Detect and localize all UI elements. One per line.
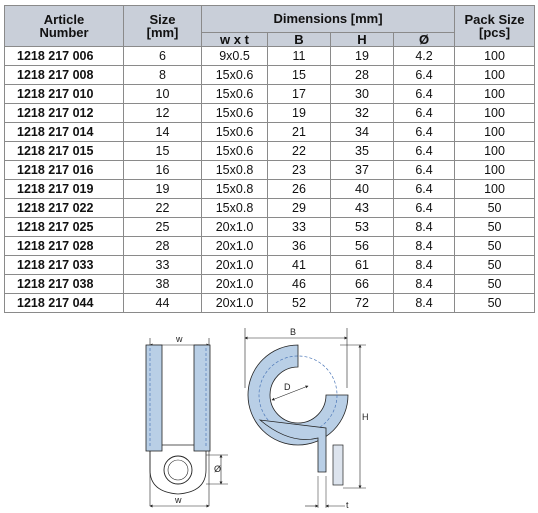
cell-pack-size: 100 bbox=[455, 66, 535, 85]
cell-article-number: 1218 217 016 bbox=[5, 161, 124, 180]
cell-b: 36 bbox=[268, 237, 331, 256]
cell-wxt: 15x0.6 bbox=[202, 85, 268, 104]
cell-size: 33 bbox=[124, 256, 202, 275]
cell-article-number: 1218 217 010 bbox=[5, 85, 124, 104]
cell-b: 33 bbox=[268, 218, 331, 237]
cell-size: 28 bbox=[124, 237, 202, 256]
table-row bbox=[5, 66, 535, 85]
cell-size: 12 bbox=[124, 104, 202, 123]
cell-b: 23 bbox=[268, 161, 331, 180]
cell-h: 61 bbox=[331, 256, 394, 275]
cell-wxt: 20x1.0 bbox=[202, 256, 268, 275]
cell-b: 15 bbox=[268, 66, 331, 85]
cell-diameter: 8.4 bbox=[394, 294, 455, 313]
cell-h: 66 bbox=[331, 275, 394, 294]
cell-diameter: 6.4 bbox=[394, 199, 455, 218]
cell-size: 8 bbox=[124, 66, 202, 85]
dim-label-w-bottom: w bbox=[175, 495, 182, 505]
cell-size: 19 bbox=[124, 180, 202, 199]
cell-pack-size: 50 bbox=[455, 218, 535, 237]
table-row bbox=[5, 218, 535, 237]
clip-front-view bbox=[146, 334, 228, 506]
cell-b: 19 bbox=[268, 104, 331, 123]
cell-b: 11 bbox=[268, 47, 331, 66]
cell-pack-size: 100 bbox=[455, 104, 535, 123]
cell-size: 38 bbox=[124, 275, 202, 294]
cell-article-number: 1218 217 025 bbox=[5, 218, 124, 237]
dim-label-diameter: Ø bbox=[214, 464, 222, 474]
cell-pack-size: 50 bbox=[455, 256, 535, 275]
table-row bbox=[5, 104, 535, 123]
table-row bbox=[5, 275, 535, 294]
cell-b: 17 bbox=[268, 85, 331, 104]
clip-band-right bbox=[194, 345, 210, 451]
cell-h: 72 bbox=[331, 294, 394, 313]
cell-article-number: 1218 217 033 bbox=[5, 256, 124, 275]
cell-wxt: 15x0.8 bbox=[202, 180, 268, 199]
cell-size: 14 bbox=[124, 123, 202, 142]
table-row bbox=[5, 142, 535, 161]
cell-pack-size: 50 bbox=[455, 199, 535, 218]
cell-pack-size: 50 bbox=[455, 237, 535, 256]
header-dimensions: Dimensions [mm] bbox=[202, 6, 455, 33]
header-size: Size [mm] bbox=[124, 6, 202, 47]
cell-diameter: 6.4 bbox=[394, 66, 455, 85]
cell-pack-size: 100 bbox=[455, 161, 535, 180]
cell-b: 46 bbox=[268, 275, 331, 294]
cell-article-number: 1218 217 038 bbox=[5, 275, 124, 294]
table-row bbox=[5, 199, 535, 218]
cell-size: 10 bbox=[124, 85, 202, 104]
cell-wxt: 20x1.0 bbox=[202, 237, 268, 256]
cell-size: 16 bbox=[124, 161, 202, 180]
cell-diameter: 6.4 bbox=[394, 180, 455, 199]
table-row bbox=[5, 237, 535, 256]
header-wxt: w x t bbox=[202, 33, 268, 47]
cell-wxt: 15x0.6 bbox=[202, 104, 268, 123]
cell-h: 19 bbox=[331, 47, 394, 66]
clip-band-left bbox=[146, 345, 162, 451]
dim-label-w-top: w bbox=[176, 334, 183, 344]
cell-b: 52 bbox=[268, 294, 331, 313]
cell-wxt: 20x1.0 bbox=[202, 275, 268, 294]
cell-article-number: 1218 217 008 bbox=[5, 66, 124, 85]
cell-h: 35 bbox=[331, 142, 394, 161]
dim-label-d: D bbox=[284, 382, 291, 392]
cell-article-number: 1218 217 019 bbox=[5, 180, 124, 199]
cell-pack-size: 100 bbox=[455, 142, 535, 161]
cell-wxt: 9x0.5 bbox=[202, 47, 268, 66]
cell-diameter: 6.4 bbox=[394, 123, 455, 142]
table-row bbox=[5, 294, 535, 313]
cell-wxt: 15x0.6 bbox=[202, 66, 268, 85]
cell-diameter: 8.4 bbox=[394, 256, 455, 275]
cell-h: 34 bbox=[331, 123, 394, 142]
cell-article-number: 1218 217 044 bbox=[5, 294, 124, 313]
cell-pack-size: 100 bbox=[455, 85, 535, 104]
cell-article-number: 1218 217 015 bbox=[5, 142, 124, 161]
cell-article-number: 1218 217 006 bbox=[5, 47, 124, 66]
cell-size: 15 bbox=[124, 142, 202, 161]
table-row bbox=[5, 123, 535, 142]
cell-diameter: 8.4 bbox=[394, 237, 455, 256]
cell-b: 29 bbox=[268, 199, 331, 218]
cell-wxt: 20x1.0 bbox=[202, 218, 268, 237]
cell-article-number: 1218 217 022 bbox=[5, 199, 124, 218]
cell-pack-size: 50 bbox=[455, 294, 535, 313]
cell-pack-size: 100 bbox=[455, 180, 535, 199]
table-row bbox=[5, 47, 535, 66]
table-row bbox=[5, 256, 535, 275]
cell-diameter: 6.4 bbox=[394, 104, 455, 123]
mounting-hole-inner bbox=[168, 460, 188, 480]
cell-b: 26 bbox=[268, 180, 331, 199]
cell-wxt: 15x0.8 bbox=[202, 199, 268, 218]
cell-size: 44 bbox=[124, 294, 202, 313]
cell-size: 25 bbox=[124, 218, 202, 237]
cell-diameter: 8.4 bbox=[394, 218, 455, 237]
header-h: H bbox=[331, 33, 394, 47]
cell-article-number: 1218 217 028 bbox=[5, 237, 124, 256]
dim-label-t: t bbox=[346, 500, 349, 510]
dim-label-b: B bbox=[290, 327, 297, 337]
cell-article-number: 1218 217 014 bbox=[5, 123, 124, 142]
cell-wxt: 20x1.0 bbox=[202, 294, 268, 313]
dimensions-table bbox=[4, 5, 535, 313]
cell-b: 22 bbox=[268, 142, 331, 161]
cell-b: 41 bbox=[268, 256, 331, 275]
cell-pack-size: 100 bbox=[455, 123, 535, 142]
cell-h: 32 bbox=[331, 104, 394, 123]
clip-technical-drawing bbox=[0, 320, 538, 513]
header-article-number: Article Number bbox=[5, 6, 124, 47]
cell-h: 40 bbox=[331, 180, 394, 199]
header-pack-size: Pack Size [pcs] bbox=[455, 6, 535, 47]
cell-h: 56 bbox=[331, 237, 394, 256]
cell-h: 30 bbox=[331, 85, 394, 104]
cell-wxt: 15x0.8 bbox=[202, 161, 268, 180]
cell-h: 37 bbox=[331, 161, 394, 180]
cell-b: 21 bbox=[268, 123, 331, 142]
clip-mount-plate bbox=[333, 445, 343, 485]
cell-pack-size: 50 bbox=[455, 275, 535, 294]
cell-size: 6 bbox=[124, 47, 202, 66]
cell-wxt: 15x0.6 bbox=[202, 123, 268, 142]
table-row bbox=[5, 180, 535, 199]
clip-side-view bbox=[245, 327, 369, 510]
cell-h: 43 bbox=[331, 199, 394, 218]
header-b: B bbox=[268, 33, 331, 47]
cell-h: 28 bbox=[331, 66, 394, 85]
cell-wxt: 15x0.6 bbox=[202, 142, 268, 161]
cell-diameter: 6.4 bbox=[394, 142, 455, 161]
cell-diameter: 6.4 bbox=[394, 85, 455, 104]
cell-pack-size: 100 bbox=[455, 47, 535, 66]
cell-article-number: 1218 217 012 bbox=[5, 104, 124, 123]
cell-h: 53 bbox=[331, 218, 394, 237]
table-row bbox=[5, 161, 535, 180]
table-row bbox=[5, 85, 535, 104]
cell-diameter: 8.4 bbox=[394, 275, 455, 294]
cell-diameter: 6.4 bbox=[394, 161, 455, 180]
header-diameter: Ø bbox=[394, 33, 455, 47]
cell-size: 22 bbox=[124, 199, 202, 218]
dim-label-h: H bbox=[362, 412, 369, 422]
clip-tail bbox=[260, 420, 326, 472]
cell-diameter: 4.2 bbox=[394, 47, 455, 66]
table-body bbox=[5, 47, 535, 313]
